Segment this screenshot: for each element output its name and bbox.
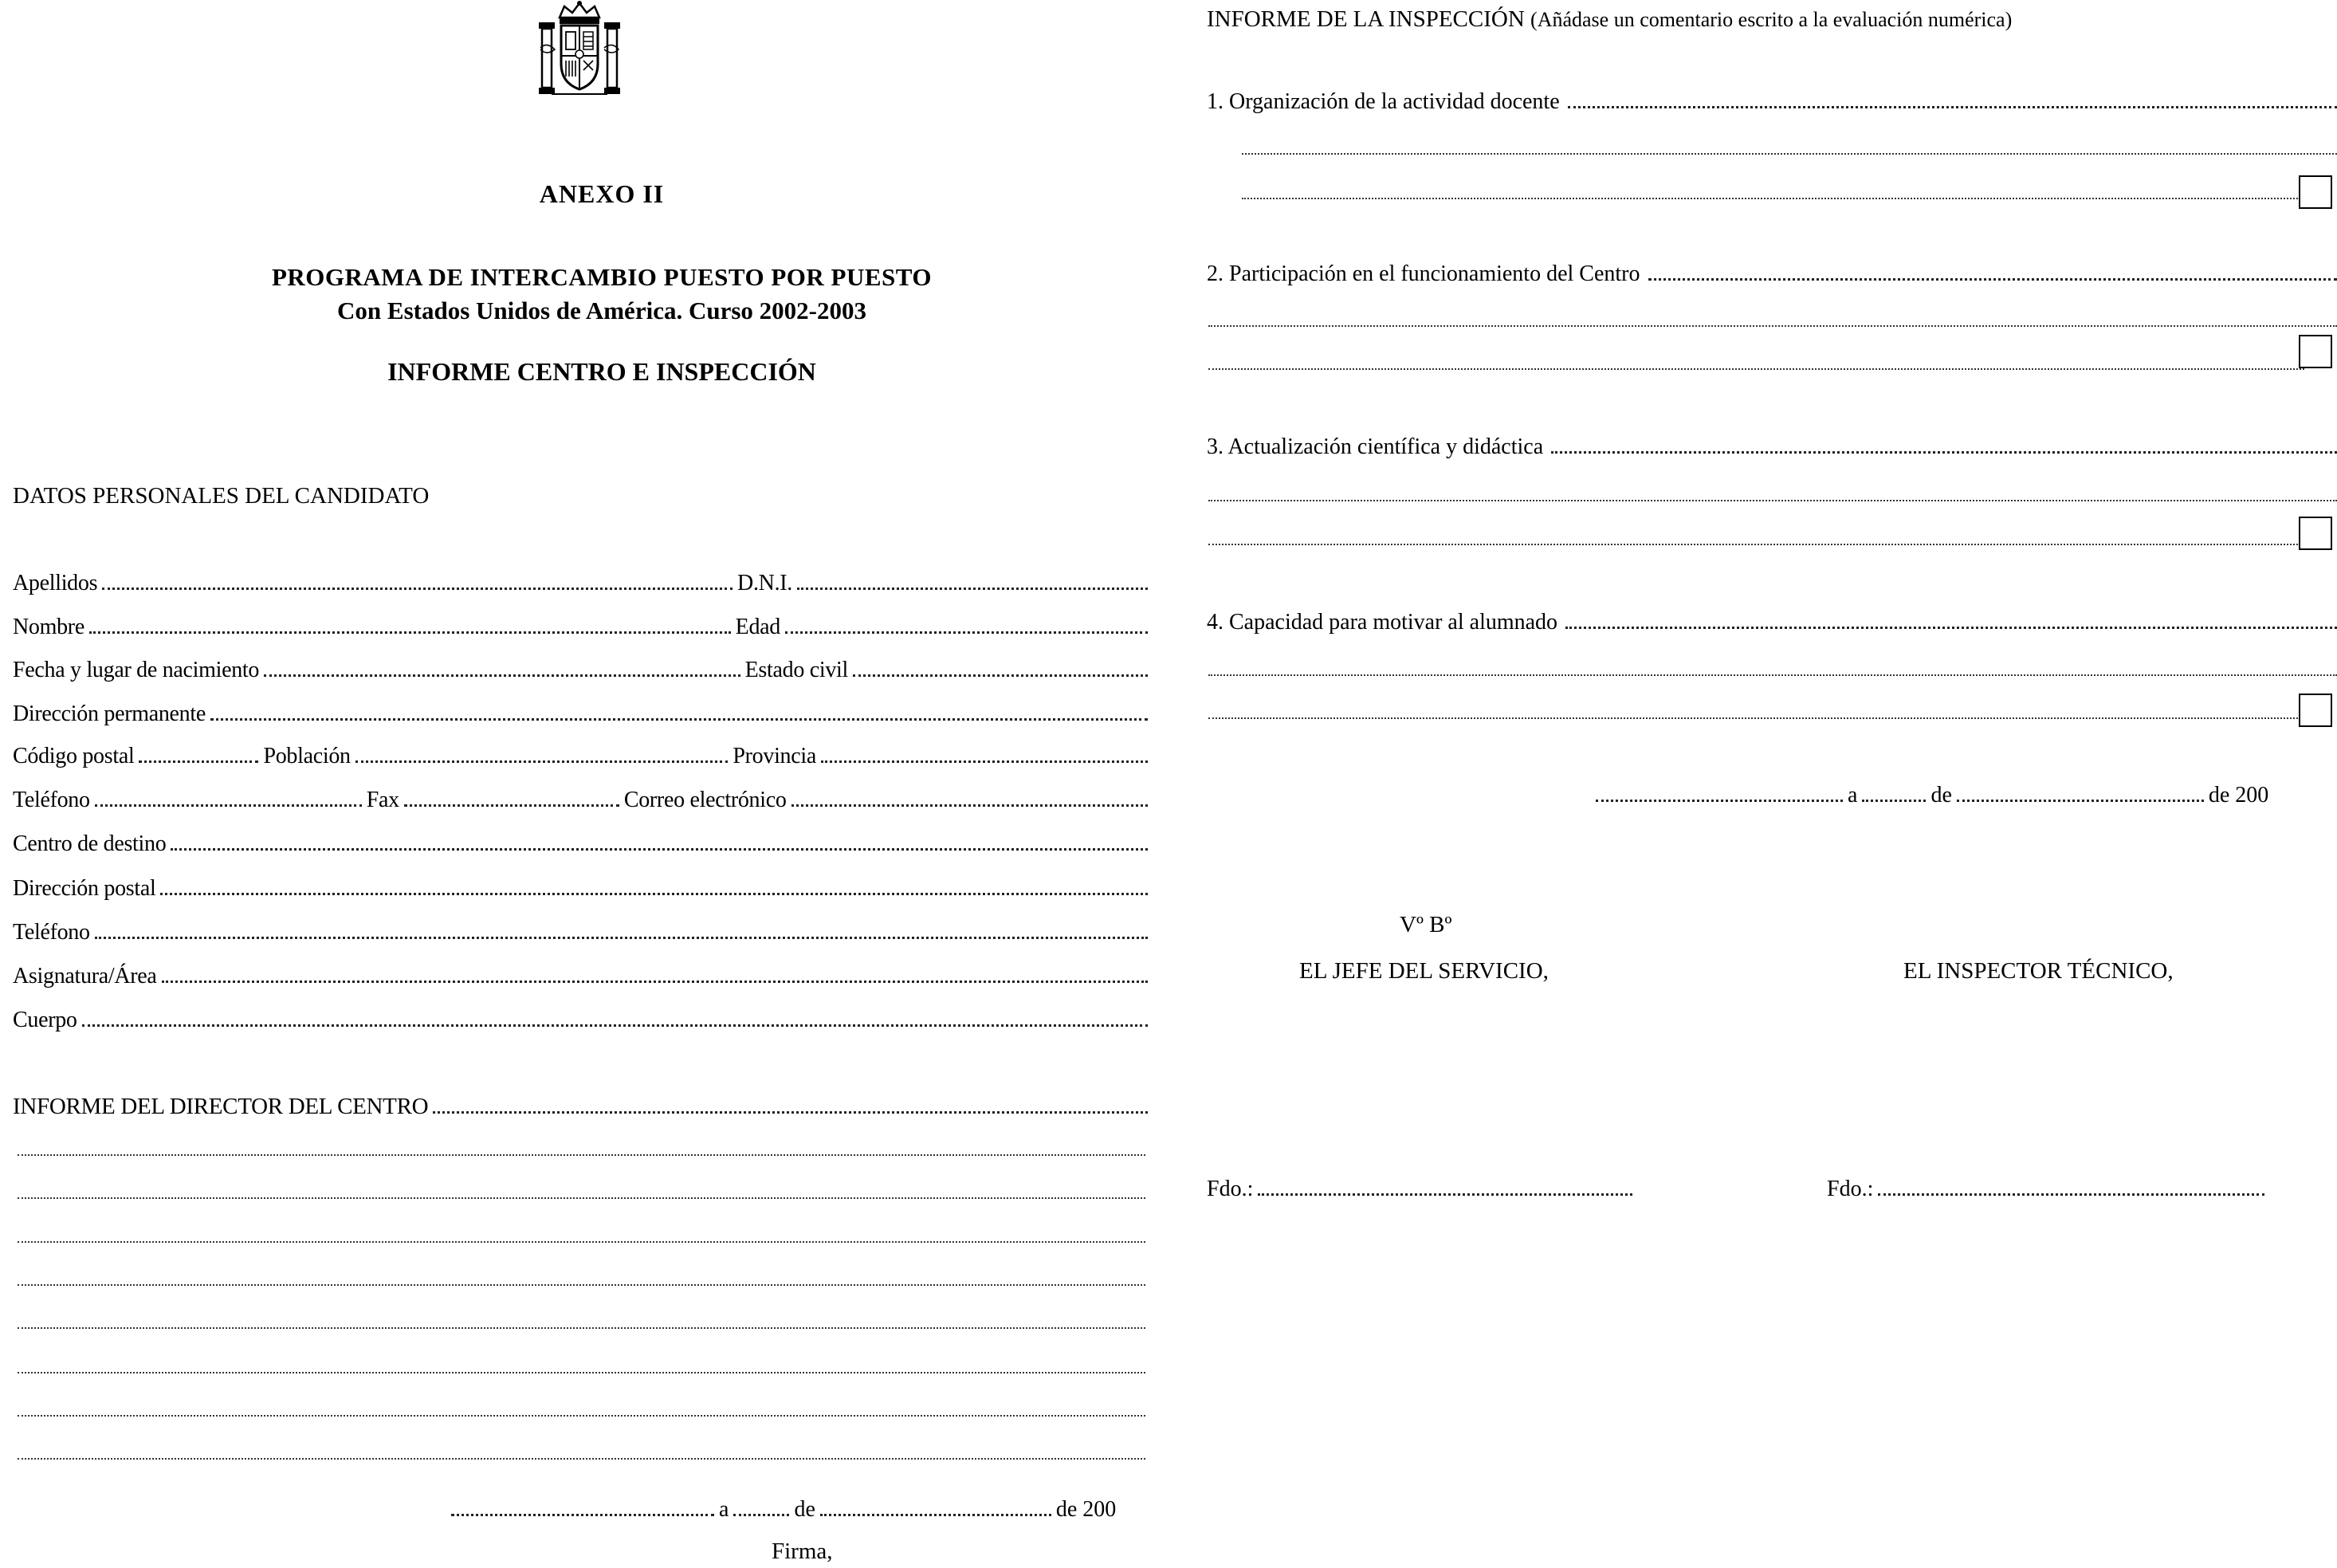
inspection-item-label: 2. Participación en el funcionamiento del Centro [1207,261,1640,286]
inspection-item-line[interactable] [1208,544,2304,545]
score-box-2[interactable] [2299,335,2332,368]
inspection-date-year-label: de 200 [2208,783,2269,808]
inspection-item-line[interactable] [1208,717,2304,719]
director-report-line[interactable] [18,1415,1145,1417]
apellidos-label: Apellidos [13,571,98,595]
score-box-3[interactable] [2299,517,2332,550]
inspection-date-place-field[interactable] [1596,785,1843,802]
fax-field[interactable] [404,790,619,807]
inspection-item-line[interactable] [1208,325,2337,327]
program-title: PROGRAMA DE INTERCAMBIO PUESTO POR PUESTO [271,263,933,291]
score-box-4[interactable] [2299,694,2332,727]
field-row-asignatura [13,964,1153,996]
field-row-codigo-postal [13,744,1153,776]
field-row-telefono-centro [13,920,1153,952]
director-report-line[interactable] [18,1284,1145,1286]
centro-destino-label: Centro de destino [13,831,167,856]
direccion-postal-field[interactable] [160,878,1148,895]
fdo-inspector-field[interactable] [1878,1179,2264,1196]
director-date-de-label: de [794,1497,815,1522]
field-row-direccion [13,701,1153,733]
codigo-postal-label: Código postal [13,744,135,768]
apellidos-field[interactable] [102,573,733,590]
inspection-item-1 [1207,89,2337,115]
director-report-heading: INFORME DEL DIRECTOR DEL CENTRO [13,1094,429,1119]
director-date-month-field[interactable] [820,1499,1051,1516]
inspection-date-de-label: de [1930,783,1952,808]
fdo-jefe-field[interactable] [1258,1179,1632,1196]
correo-field[interactable] [791,790,1148,807]
inspection-item-line[interactable] [1242,153,2337,155]
inspection-item-label: 3. Actualización científica y didáctica [1207,434,1544,459]
telefono-centro-label: Teléfono [13,920,90,945]
fecha-lugar-field[interactable] [264,660,740,677]
director-report-line[interactable] [18,1327,1145,1329]
estado-civil-label: Estado civil [744,658,848,682]
field-row-cuerpo [13,1008,1153,1039]
telefono-label: Teléfono [13,788,90,812]
field-row-direccion-postal [13,876,1153,908]
asignatura-label: Asignatura/Área [13,964,157,988]
inspection-item-field[interactable] [1565,612,2337,629]
direccion-permanente-field[interactable] [210,704,1148,721]
report-title: INFORME CENTRO E INSPECCIÓN [387,357,816,386]
director-date-a-label: a [719,1497,729,1522]
estado-civil-field[interactable] [853,660,1148,677]
inspection-item-2 [1207,261,2337,287]
edad-label: Edad [735,615,780,639]
provincia-field[interactable] [821,746,1148,763]
dni-field[interactable] [797,573,1148,590]
inspection-date-day-field[interactable] [1862,785,1926,802]
inspection-heading [1207,6,2012,33]
director-date-place-field[interactable] [451,1499,714,1516]
program-subtitle: Con Estados Unidos de América. Curso 2002-2003 [337,297,866,324]
centro-destino-field[interactable] [171,834,1148,851]
director-report-line[interactable] [18,1241,1145,1243]
inspection-date-line [1591,783,2268,808]
fdo-inspector-line [1827,1177,2269,1202]
inspection-item-field[interactable] [1551,437,2337,454]
inspection-item-label: 4. Capacidad para motivar al alumnado [1207,610,1558,635]
director-report-line[interactable] [18,1372,1145,1373]
fdo-jefe-label: Fdo.: [1207,1177,1254,1201]
vobo-label: Vº Bº [1400,912,1452,937]
director-report-line[interactable] [18,1458,1145,1460]
inspection-title: INFORME DE LA INSPECCIÓN [1207,6,1525,32]
director-signature-label: Firma, [772,1539,833,1564]
director-date-day-field[interactable] [733,1499,789,1516]
fdo-inspector-label: Fdo.: [1827,1177,1874,1201]
nombre-field[interactable] [89,617,731,634]
inspection-item-label: 1. Organización de la actividad docente [1207,89,1560,114]
inspection-item-line[interactable] [1208,500,2337,501]
direccion-permanente-label: Dirección permanente [13,701,206,726]
poblacion-field[interactable] [355,746,729,763]
field-row-telefono [13,788,1153,819]
inspection-date-month-field[interactable] [1957,785,2204,802]
fdo-jefe-line [1207,1177,1637,1202]
jefe-servicio-label: EL JEFE DEL SERVICIO, [1299,958,1549,984]
director-report-field-0[interactable] [433,1097,1148,1114]
provincia-label: Provincia [733,744,816,768]
score-box-1[interactable] [2299,175,2332,209]
asignatura-field[interactable] [162,966,1148,983]
inspection-item-field[interactable] [1648,264,2337,281]
field-row-fecha [13,658,1153,690]
inspection-item-4 [1207,610,2337,635]
fax-label: Fax [366,788,399,812]
direccion-postal-label: Dirección postal [13,876,156,901]
cuerpo-field[interactable] [82,1010,1148,1027]
director-report-line[interactable] [18,1197,1145,1199]
poblacion-label: Población [263,744,351,768]
telefono-field[interactable] [95,790,362,807]
dni-label: D.N.I. [737,571,792,595]
personal-data-heading: DATOS PERSONALES DEL CANDIDATO [13,483,430,509]
correo-label: Correo electrónico [623,788,787,812]
inspection-date-a-label: a [1848,783,1858,808]
annex-title: ANEXO II [539,179,665,208]
inspection-item-3 [1207,434,2337,460]
codigo-postal-field[interactable] [139,746,258,763]
inspection-note: (Añádase un comentario escrito a la evaluación numérica) [1530,8,2013,31]
inspection-item-line[interactable] [1208,674,2337,676]
inspector-tecnico-label: EL INSPECTOR TÉCNICO, [1903,958,2174,984]
director-report-row [13,1094,1153,1126]
inspection-item-line[interactable] [1242,198,2330,199]
field-row-apellidos [13,571,1153,603]
field-row-nombre [13,615,1153,646]
fecha-lugar-label: Fecha y lugar de nacimiento [13,658,260,682]
director-date-line [446,1497,1116,1523]
inspection-item-line[interactable] [1208,368,2304,370]
director-report-line[interactable] [18,1154,1145,1156]
left-page [0,0,1168,1568]
telefono-centro-field[interactable] [95,922,1148,939]
director-date-year-label: de 200 [1055,1497,1117,1522]
field-row-centro [13,831,1153,863]
right-page [1168,0,2337,1568]
edad-field[interactable] [785,617,1148,634]
coat-of-arms-icon [536,0,623,102]
inspection-item-field[interactable] [1568,92,2337,108]
nombre-label: Nombre [13,615,84,639]
cuerpo-label: Cuerpo [13,1008,77,1032]
